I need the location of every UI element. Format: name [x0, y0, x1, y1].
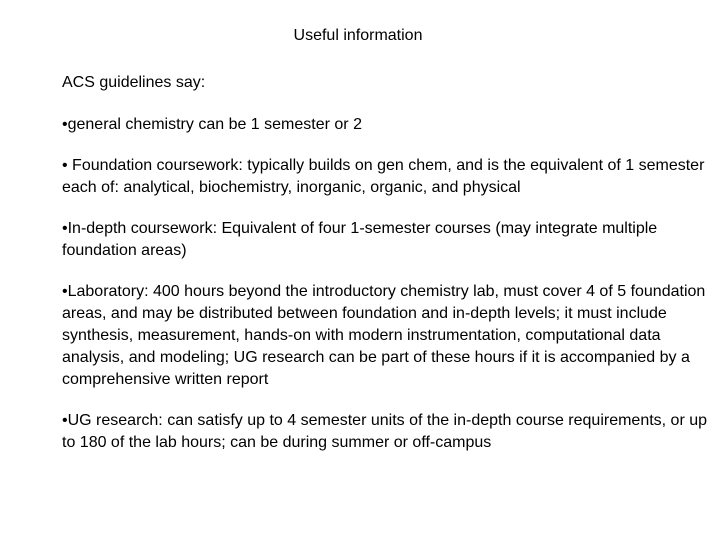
- slide-body: [62, 72, 714, 473]
- slide-title: Useful information: [293, 27, 423, 44]
- bullet-laboratory: •Laboratory: 400 hours beyond the introductory chemistry lab, must cover 4 of 5 foundation areas, and may be distributed between foundation and in-depth levels; it must include synthesis, measurement, hands-on with modern instrumentation, computational data analysis, and modeling; UG research can be part of these hours if it is accompanied by a comprehensive written report: [62, 283, 706, 388]
- bullet-in-depth-coursework: •In-depth coursework: Equivalent of four 1-semester courses (may integrate multiple foundation areas): [62, 220, 658, 259]
- bullet-general-chemistry: •general chemistry can be 1 semester or 2: [62, 116, 362, 133]
- bullet-ug-research: •UG research: can satisfy up to 4 semester units of the in-depth course requirements, or up to 180 of the lab hours; can be during summer or off-campus: [62, 412, 708, 451]
- intro-text: ACS guidelines say:: [62, 74, 206, 91]
- bullet-foundation-coursework: • Foundation coursework: typically builds on gen chem, and is the equivalent of 1 semester each of: analytical, biochemistry, inorganic, organic, and physical: [62, 157, 705, 196]
